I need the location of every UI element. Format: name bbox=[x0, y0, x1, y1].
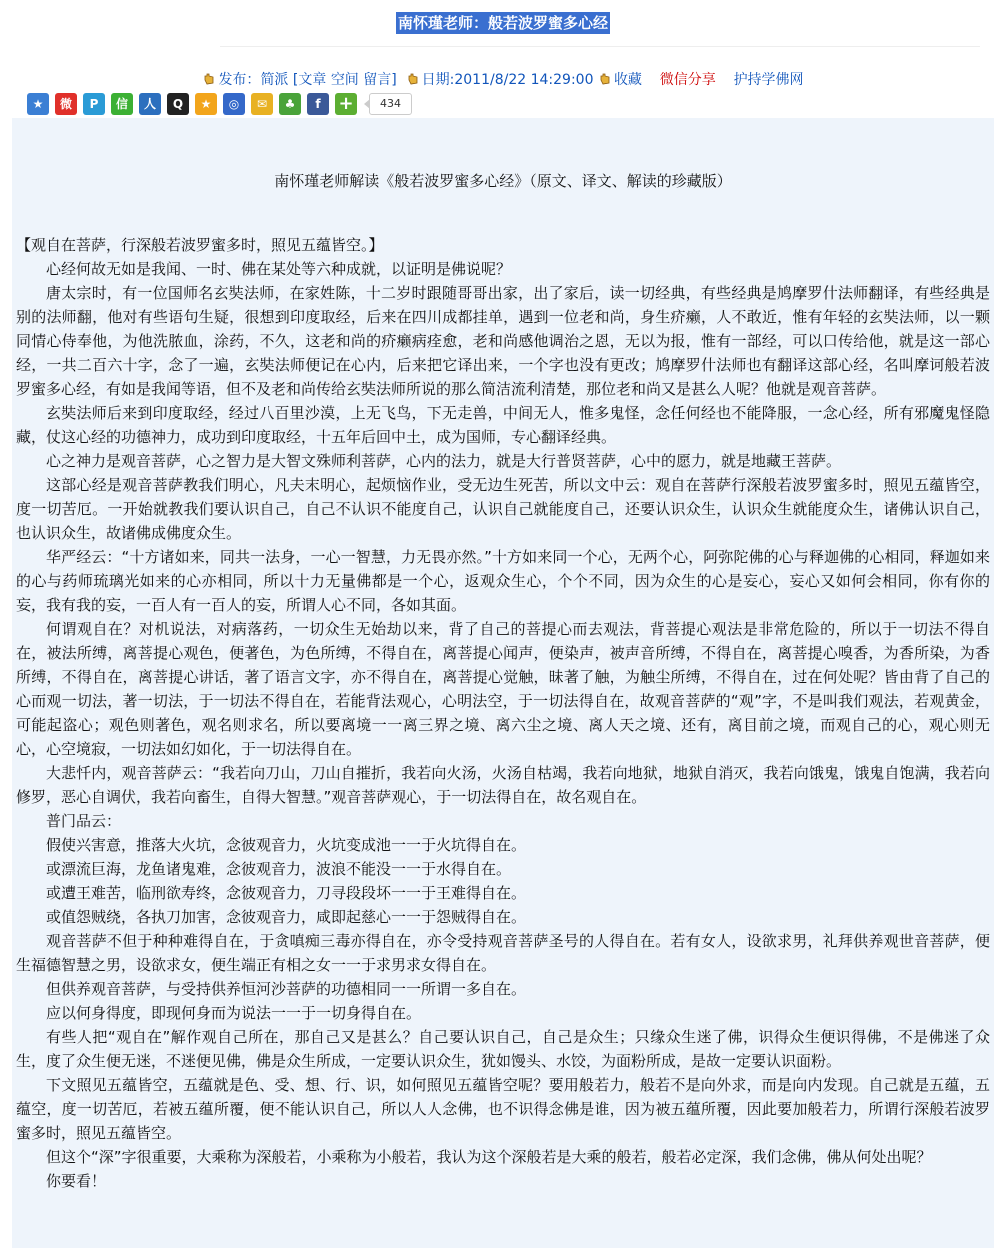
wechat-share-link[interactable]: 微信分享 bbox=[659, 72, 716, 88]
article-paragraph: 下文照见五蕴皆空，五蕴就是色、受、想、行、识，如何照见五蕴皆空呢？要用般若力，般若不是向外求，而是向内发现。自己就是五蕴，五蕴空，度一切苦厄，若被五蕴所覆，便不能认识自己，所以人人念佛，也不识得念佛是谁，因为被五蕴所覆，因此要加般若力，所谓行深般若波罗蜜多时，照见五蕴皆空。 bbox=[16, 1076, 990, 1142]
pinterest-icon[interactable]: P bbox=[83, 93, 105, 115]
article-link[interactable]: 文章 bbox=[298, 72, 327, 88]
article-paragraph: 或遭王难苦，临刑欲寿终，念彼观音力，刀寻段段坏一一于王难得自在。 bbox=[46, 884, 527, 902]
bracket-close: ] bbox=[391, 72, 397, 88]
favorite-star-icon[interactable]: ★ bbox=[27, 93, 49, 115]
space-link[interactable]: 空间 bbox=[330, 72, 359, 88]
hand-pointer-icon bbox=[406, 72, 420, 86]
article-paragraph: 唐太宗时，有一位国师名玄奘法师，在家姓陈，十二岁时跟随哥哥出家，出了家后，读一切经典，有些经典是鸠摩罗什法师翻译，有些经典是别的法师翻，他对有些语句生疑，很想到印度取经，后来在四川成都挂单，遇到一位老和尚，身生疥癞，人不敢近，惟有年轻的玄奘法师，以一颗同情心侍奉他，为他洗脓血，涂药，不久，这老和尚的疥癞病痊愈，老和尚感他调治之恩，无以为报，惟有一部经，可以口传给他，就是这一部心经，一共二百六十字，念了一遍，玄奘法师便记在心内，后来把它译出来，一个字也没有更改；鸠摩罗什法师也有翻译这部心经，名叫摩诃般若波罗蜜多心经，有如是我闻等语，但不及老和尚传给玄奘法师所说的那么简洁流利清楚，那位老和尚又是甚么人呢？他就是观音菩萨。 bbox=[16, 284, 990, 398]
title-divider bbox=[220, 46, 980, 47]
article-paragraph: 应以何身得度，即现何身而为说法一一于一切身得自在。 bbox=[46, 1004, 422, 1022]
article-paragraph: 你要看！ bbox=[46, 1172, 107, 1190]
wechat-icon[interactable]: 信 bbox=[111, 93, 133, 115]
author-link[interactable]: 简派 bbox=[260, 72, 289, 88]
date-label: 日期: bbox=[421, 72, 455, 88]
favorite-link[interactable]: 收藏 bbox=[613, 72, 642, 88]
baidu-icon[interactable]: ◎ bbox=[223, 93, 245, 115]
article-paragraph: 或值怨贼绕，各执刀加害，念彼观音力，咸即起慈心一一于怨贼得自在。 bbox=[46, 908, 527, 926]
article-paragraph: 但供养观音菩萨，与受持供养恒河沙菩萨的功德相同一一所谓一多自在。 bbox=[46, 980, 527, 998]
article-paragraph: 玄奘法师后来到印度取经，经过八百里沙漠，上无飞鸟，下无走兽，中间无人，惟多鬼怪，念任何经也不能降服，一念心经，所有邪魔鬼怪隐藏，仗这心经的功德神力，成功到印度取经，十五年后回中土，成为国师，专心翻译经典。 bbox=[16, 404, 990, 446]
article-paragraph: 心经何故无如是我闻、一时、佛在某处等六种成就，以证明是佛说呢？ bbox=[46, 260, 512, 278]
site-link[interactable]: 护持学佛网 bbox=[733, 72, 804, 88]
bracket-open: [ bbox=[292, 72, 299, 88]
article-paragraph: 或漂流巨海，龙鱼诸鬼难，念彼观音力，波浪不能没一一于水得自在。 bbox=[46, 860, 512, 878]
facebook-icon[interactable]: f bbox=[307, 93, 329, 115]
article-paragraph: 但这个“深”字很重要，大乘称为深般若，小乘称为小般若，我认为这个深般若是大乘的般若，般若必定深，我们念佛，佛从何处出呢？ bbox=[46, 1148, 932, 1166]
kaixin-icon[interactable]: ♣ bbox=[279, 93, 301, 115]
share-toolbar bbox=[27, 91, 412, 117]
hand-pointer-icon bbox=[202, 72, 216, 86]
share-count[interactable]: 434 bbox=[369, 93, 412, 115]
article-paragraph: 【观自在菩萨，行深般若波罗蜜多时，照见五蕴皆空。】 bbox=[16, 236, 384, 254]
article-body bbox=[16, 233, 990, 1193]
publish-label: 发布： bbox=[218, 72, 261, 88]
email-icon[interactable]: ✉ bbox=[251, 93, 273, 115]
article-paragraph: 何谓观自在？对机说法，对病落药，一切众生无始劫以来，背了自己的菩提心而去观法，背菩提心观法是非常危险的，所以于一切法不得自在，被法所缚，离菩提心观色，便著色，为色所缚，不得自在，离菩提心闻声，便染声，被声音所缚，不得自在，离菩提心嗅香，为香所染，为香所缚，不得自在，离菩提心讲话，著了语言文字，亦不得自在，离菩提心觉触，昧著了触，为触尘所缚，不得自在，过在何处呢？皆由背了自己的心而观一切法，著一切法，于一切法不得自在，若能背法观心，心明法空，于一切法得自在，故观音菩萨的“观”字，不是叫我们观法，若观黄金，可能起盗心；观色则著色，观名则求名，所以要离境一一离三界之境、离六尘之境、离人天之境、还有，离目前之境，而观自己的心，观心则无心，心空境寂，一切法如幻如化，于一切法得自在。 bbox=[16, 620, 990, 758]
renren-icon[interactable]: 人 bbox=[139, 93, 161, 115]
more-plus-icon[interactable]: + bbox=[335, 93, 357, 115]
article-paragraph: 普门品云： bbox=[46, 812, 122, 830]
comment-link[interactable]: 留言 bbox=[363, 72, 392, 88]
hand-pointer-icon bbox=[598, 72, 612, 86]
qzone-icon[interactable]: ★ bbox=[195, 93, 217, 115]
article-paragraph: 心之神力是观音菩萨，心之智力是大智文殊师利菩萨，心内的法力，就是大行普贤菩萨，心中的愿力，就是地藏王菩萨。 bbox=[46, 452, 842, 470]
article-paragraph: 华严经云：“十方诸如来，同共一法身，一心一智慧，力无畏亦然。”十方如来同一个心，无两个心，阿弥陀佛的心与释迦佛的心相同，释迦如来的心与药师琉璃光如来的心亦相同，所以十力无量佛都是一个心，返观众生心，个个不同，因为众生的心是妄心，妄心又如何会相同，你有你的妄，我有我的妄，一百人有一百人的妄，所谓人心不同，各如其面。 bbox=[16, 548, 990, 614]
article-subtitle: 南怀瑾老师解读《般若波罗蜜多心经》（原文、译文、解读的珍藏版） bbox=[274, 172, 732, 190]
title-area bbox=[0, 12, 1006, 34]
date-value: 2011/8/22 14:29:00 bbox=[454, 72, 594, 88]
article-paragraph: 大悲忏内，观音菩萨云：“我若向刀山，刀山自摧折，我若向火汤，火汤自枯竭，我若向地狱，地狱自消灭，我若向饿鬼，饿鬼自饱满，我若向修罗，恶心自调伏，我若向畜生，自得大智慧。”观音菩萨观心，于一切法得自在，故名观自在。 bbox=[16, 764, 990, 806]
weibo-icon[interactable]: 微 bbox=[55, 93, 77, 115]
article-paragraph: 这部心经是观音菩萨教我们明心，凡夫末明心，起烦恼作业，受无边生死苦，所以文中云：观自在菩萨行深般若波罗蜜多时，照见五蕴皆空，度一切苦厄。一开始就教我们要认识自己，自己不认识不能度自己，认识自己就能度自己，还要认识众生，认识众生就能度众生，诸佛认识自己，也认识众生，故诸佛成佛度众生。 bbox=[16, 476, 990, 542]
qq-icon[interactable]: Q bbox=[167, 93, 189, 115]
article-paragraph: 有些人把“观自在”解作观自己所在，那自己又是甚么？自己要认识自己，自己是众生；只缘众生迷了佛，识得众生便识得佛，不是佛迷了众生，度了众生便无迷，不迷便见佛，佛是众生所成，一定要认识众生，犹如馒头、水饺，为面粉所成，是故一定要认识面粉。 bbox=[16, 1028, 990, 1070]
meta-bar bbox=[0, 70, 1006, 90]
article-paragraph: 假使兴害意，推落大火坑，念彼观音力，火坑变成池一一于火坑得自在。 bbox=[46, 836, 527, 854]
article-paragraph: 观音菩萨不但于种种难得自在，于贪嗔痴三毒亦得自在，亦令受持观音菩萨圣号的人得自在。若有女人，设欲求男，礼拜供养观世音菩萨，便生福德智慧之男，设欲求女，便生端正有相之女一一于求男求女得自在。 bbox=[16, 932, 990, 974]
article-title: 南怀瑾老师：般若波罗蜜多心经 bbox=[397, 14, 608, 32]
